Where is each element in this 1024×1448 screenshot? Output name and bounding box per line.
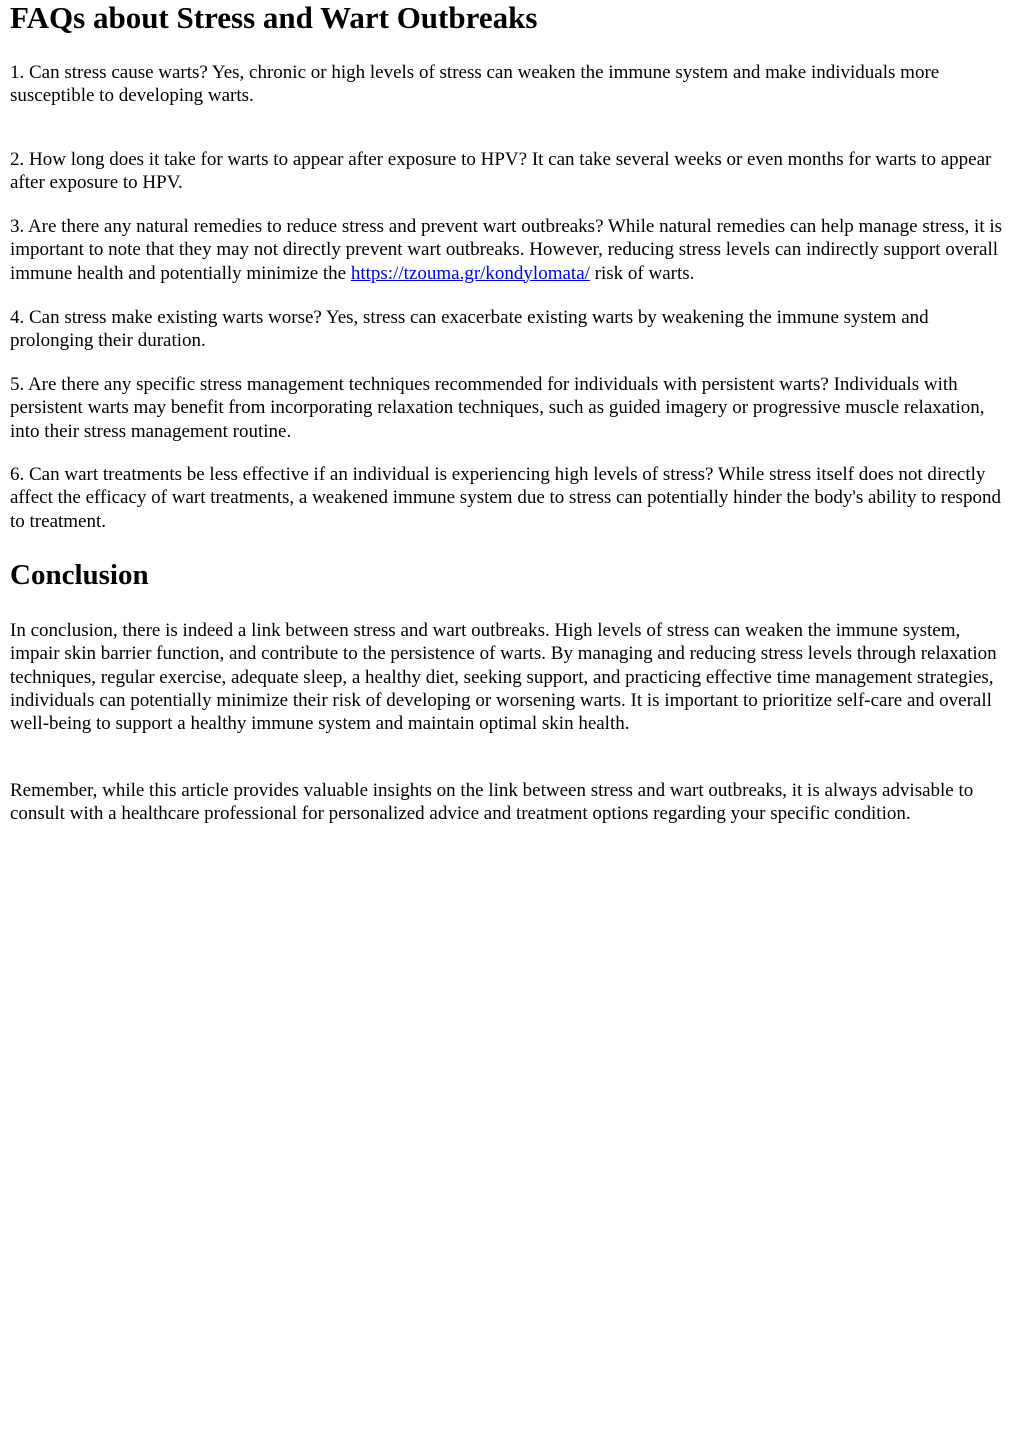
faq-item-4: 4. Can stress make existing warts worse? Yes, stress can exacerbate existing warts by weakening the immune system and prolonging their duration. <box>10 307 929 352</box>
conclusion-paragraph-2: Remember, while this article provides valuable insights on the link between stress and wart outbreaks, it is always advisable to consult with a healthcare professional for personalized advice and treatment options regarding your specific condition. <box>10 780 974 825</box>
faq-item-1: 1. Can stress cause warts? Yes, chronic or high levels of stress can weaken the immune system and make individuals more susceptible to developing warts. <box>10 62 940 107</box>
faq-item-5: 5. Are there any specific stress management techniques recommended for individuals with persistent warts? Individuals with persistent warts may benefit from incorporating relaxation techniques, such as guided imagery or progressive muscle relaxation, into their stress management routine. <box>10 374 985 442</box>
faq-heading: FAQs about Stress and Wart Outbreaks <box>10 0 538 35</box>
conclusion-paragraph-1: In conclusion, there is indeed a link between stress and wart outbreaks. High levels of stress can weaken the immune system, impair skin barrier function, and contribute to the persistence of warts. By managing and reducing stress levels through relaxation techniques, regular exercise, adequate sleep, a healthy diet, seeking support, and practicing effective time management strategies, individuals can potentially minimize their risk of developing or worsening warts. It is important to prioritize self-care and overall well-being to support a healthy immune system and maintain optimal skin health. <box>10 620 997 735</box>
kondylomata-link[interactable]: https://tzouma.gr/kondylomata/ <box>350 262 590 284</box>
faq-item-6: 6. Can wart treatments be less effective if an individual is experiencing high levels of stress? While stress itself does not directly affect the efficacy of wart treatments, a weakened immune system due to stress can potentially hinder the body's ability to respond to treatment. <box>10 464 1001 532</box>
faq-item-3-text-end: risk of warts. <box>589 262 695 284</box>
faq-item-3-text: 3. Are there any natural remedies to reduce stress and prevent wart outbreaks? While natural remedies can help manage stress, it is important to note that they may not directly prevent wart outbreaks. However, reducing stress levels can indirectly support overall immune health and potentially minimize the <box>10 216 1003 284</box>
faq-item-3 <box>10 215 1011 285</box>
conclusion-heading: Conclusion <box>10 559 149 591</box>
faq-item-2: 2. How long does it take for warts to appear after exposure to HPV? It can take several weeks or even months for warts to appear after exposure to HPV. <box>10 149 992 194</box>
